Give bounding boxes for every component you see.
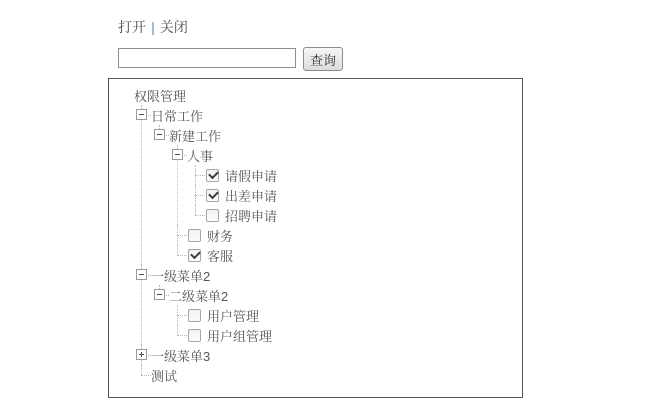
tree-node-label[interactable]: 测试 [151, 368, 178, 384]
connector-dots [172, 305, 185, 325]
tree-node-label[interactable]: 财务 [207, 228, 234, 244]
tree-node-label[interactable]: 二级菜单2 [169, 288, 229, 304]
node-checkbox-unchecked[interactable] [206, 209, 219, 222]
tree-node-row [172, 225, 513, 245]
tree-panel [108, 78, 523, 398]
tree-node-label[interactable]: 日常工作 [151, 108, 204, 124]
node-checkbox-checked[interactable] [188, 249, 201, 262]
tree-node-label[interactable]: 人事 [187, 148, 214, 164]
tree-toolbar [118, 17, 188, 37]
collapse-toggle-icon[interactable] [154, 285, 167, 305]
tree-node-label[interactable]: 出差申请 [225, 188, 278, 204]
connector-dots [172, 225, 185, 245]
connector-dots [190, 185, 203, 205]
tree-node-row [136, 265, 513, 285]
node-checkbox-checked[interactable] [206, 169, 219, 182]
tree-node-row [154, 125, 513, 145]
node-checkbox-unchecked[interactable] [188, 329, 201, 342]
tree-node-row [172, 305, 513, 325]
collapse-toggle-icon[interactable] [136, 265, 149, 285]
tree-node-row [172, 145, 513, 165]
tree-node-row [190, 205, 513, 225]
tree-node-row [190, 165, 513, 185]
connector-dots [190, 165, 203, 185]
tree-node-row [136, 345, 513, 365]
tree-node-row [172, 245, 513, 265]
connector-dots [136, 365, 149, 385]
collapse-toggle-icon[interactable] [172, 145, 185, 165]
tree-node-row [136, 365, 513, 385]
query-button[interactable]: 查询 [303, 47, 343, 71]
tree-node-label[interactable]: 请假申请 [225, 168, 278, 184]
tree-node-label[interactable]: 一级菜单3 [151, 348, 211, 364]
open-all-link[interactable]: 打开 [118, 19, 146, 35]
tree-node-label[interactable]: 客服 [207, 248, 234, 264]
expand-toggle-icon[interactable] [136, 345, 149, 365]
connector-dots [190, 205, 203, 225]
tree-node-row [118, 85, 513, 105]
tree-node-label[interactable]: 招聘申请 [225, 208, 278, 224]
collapse-toggle-icon[interactable] [136, 105, 149, 125]
tree-node-row [172, 325, 513, 345]
close-all-link[interactable]: 关闭 [159, 19, 188, 35]
tree-node-row [154, 285, 513, 305]
connector-dots [172, 325, 185, 345]
tree-node-label[interactable]: 用户管理 [207, 308, 260, 324]
link-separator: | [151, 19, 155, 35]
permission-tree [118, 85, 513, 385]
tree-node-label[interactable]: 一级菜单2 [151, 268, 211, 284]
tree-node-row [136, 105, 513, 125]
search-input[interactable] [118, 48, 296, 68]
connector-dots [172, 245, 185, 265]
node-checkbox-checked[interactable] [206, 189, 219, 202]
tree-node-label[interactable]: 用户组管理 [207, 328, 273, 344]
node-checkbox-unchecked[interactable] [188, 309, 201, 322]
tree-node-label[interactable]: 新建工作 [169, 128, 222, 144]
tree-node-label[interactable]: 权限管理 [134, 88, 187, 104]
node-checkbox-unchecked[interactable] [188, 229, 201, 242]
collapse-toggle-icon[interactable] [154, 125, 167, 145]
tree-node-row [190, 185, 513, 205]
